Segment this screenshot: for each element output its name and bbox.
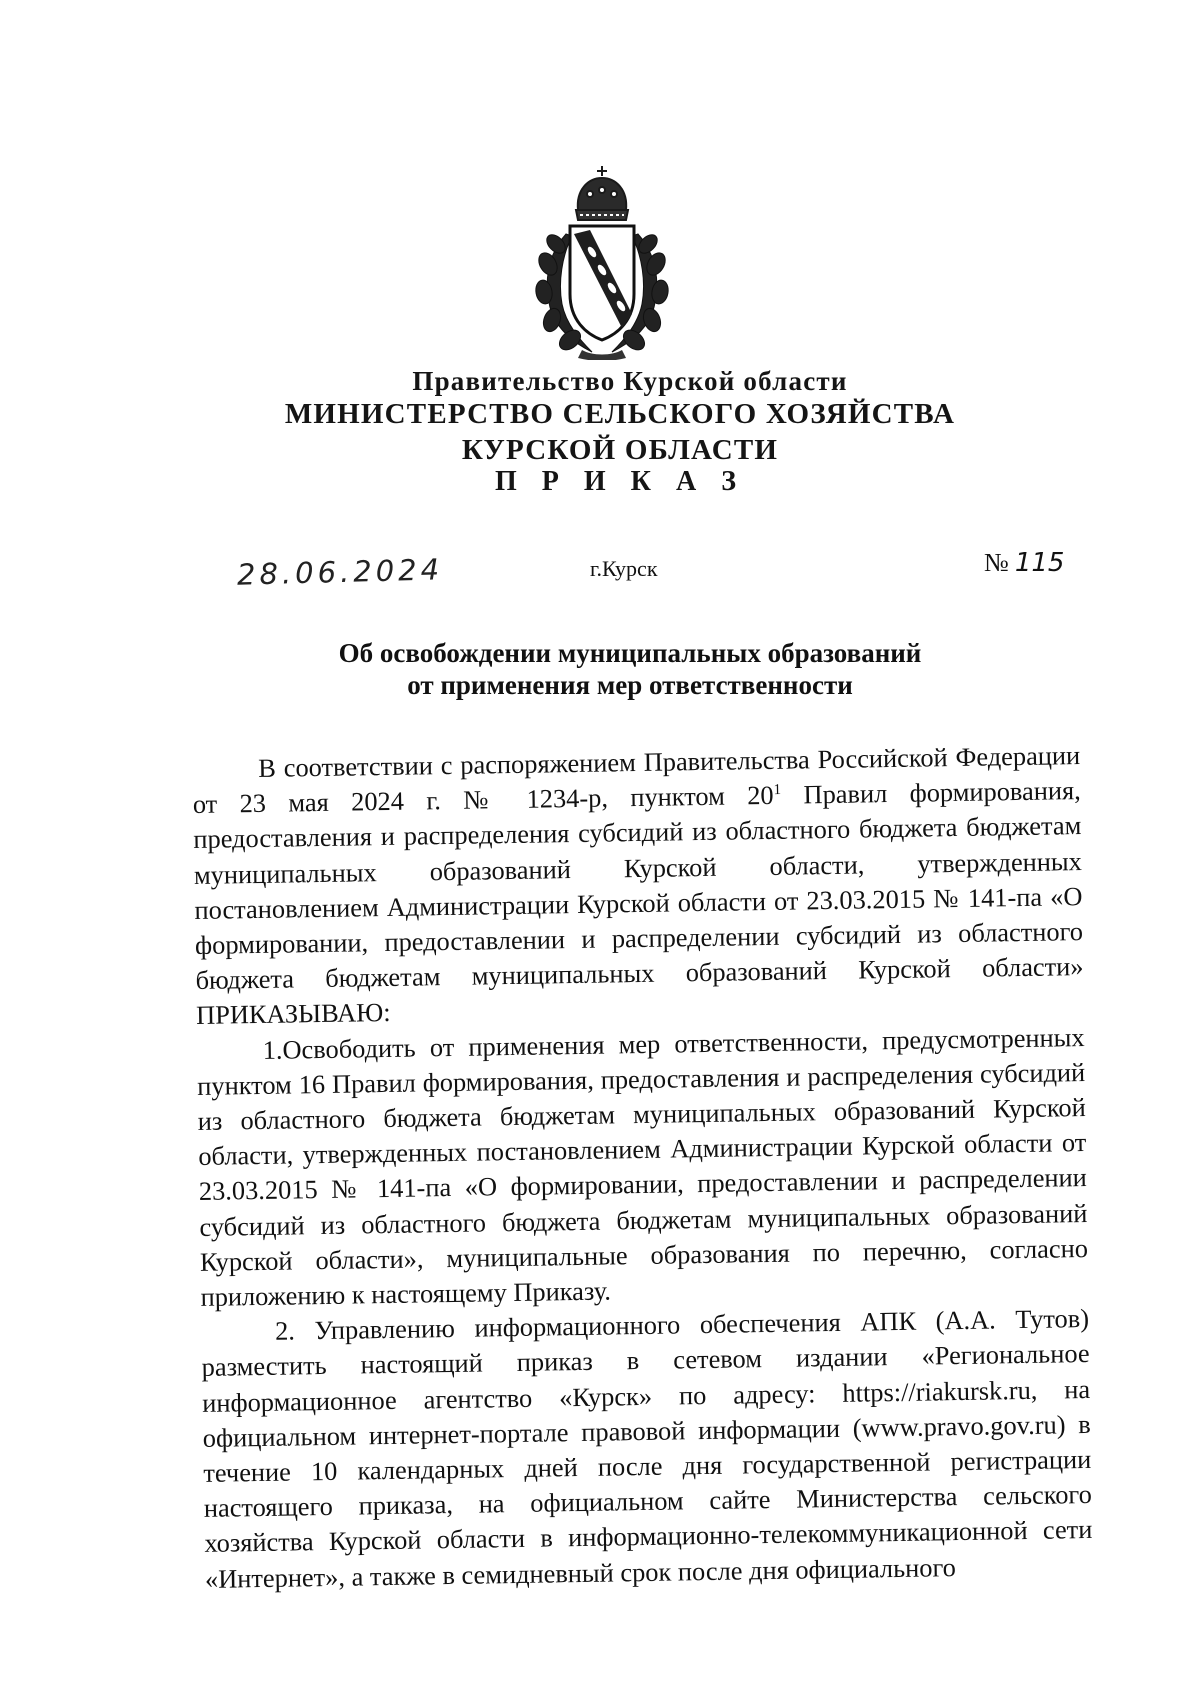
document-body: [192, 738, 1093, 1597]
intro-paragraph: [192, 738, 1084, 1034]
document-number-value: 115: [1014, 548, 1065, 578]
intro-text-start: В соответствии с распоряжением Правительства Российской Федерации от 23 мая 2024 г. № 1234-р, пунктом 20: [192, 740, 1081, 820]
intro-superscript: 1: [773, 782, 782, 799]
ministry-title-line2: КУРСКОЙ ОБЛАСТИ: [461, 434, 779, 466]
item-1-paragraph: 1.Освободить от применения мер ответственности, предусмотренных пунктом 16 Правил формирования, предоставления и распределения субсидий из областного бюджета бюджетам муниципальных образований Курской области, утвержденных постановлением Администрации Курской области от 23.03.2015 № 141-па «О формировании, предоставлении и распределении субсидий из областного бюджета бюджетам муниципальных образований Курской области», муниципальные образования по перечню, согласно приложению к настоящему Приказу.: [197, 1021, 1089, 1312]
intro-text-end: Правил формирования, предоставления и распределения субсидий из областного бюджета бюджетам муниципальных образований Курской области, утвержденных постановлением Администрации Курской области от 23.03.2015 № 141-па «О формировании, предоставлении и распределении субсидий из областного бюджета бюджетам муниципальных образований Курской области» ПРИКАЗЫВАЮ:: [193, 775, 1084, 1031]
subject-line1: Об освобождении муниципальных образований: [338, 638, 922, 668]
item-2-paragraph: 2. Управлению информационного обеспечения АПК (А.А. Тутов) разместить настоящий приказ в сетевом издании «Региональное информационное агентство «Курск» по адресу: https://riakursk.ru, на официальном интернет-портале правовой информации (www.pravo.gov.ru) в течение 10 календарных дней после дня государственной регистрации настоящего приказа, на официальном сайте Министерства сельского хозяйства Курской области в информационно-телекоммуникационной сети «Интернет», а также в семидневный срок после дня официального: [201, 1303, 1093, 1594]
document-date: 28.06.2024: [236, 552, 444, 592]
document-city: г.Курск: [590, 556, 658, 581]
document-number: [984, 548, 1064, 578]
subject-line2: от применения мер ответственности: [407, 670, 853, 700]
document-number-label: №: [984, 548, 1009, 577]
document-type-title: П Р И К А З: [495, 466, 745, 497]
ministry-title-line1: МИНИСТЕРСТВО СЕЛЬСКОГО ХОЗЯЙСТВА: [284, 398, 956, 430]
coat-of-arms-emblem: [526, 164, 678, 360]
government-title: Правительство Курской области: [412, 366, 848, 396]
